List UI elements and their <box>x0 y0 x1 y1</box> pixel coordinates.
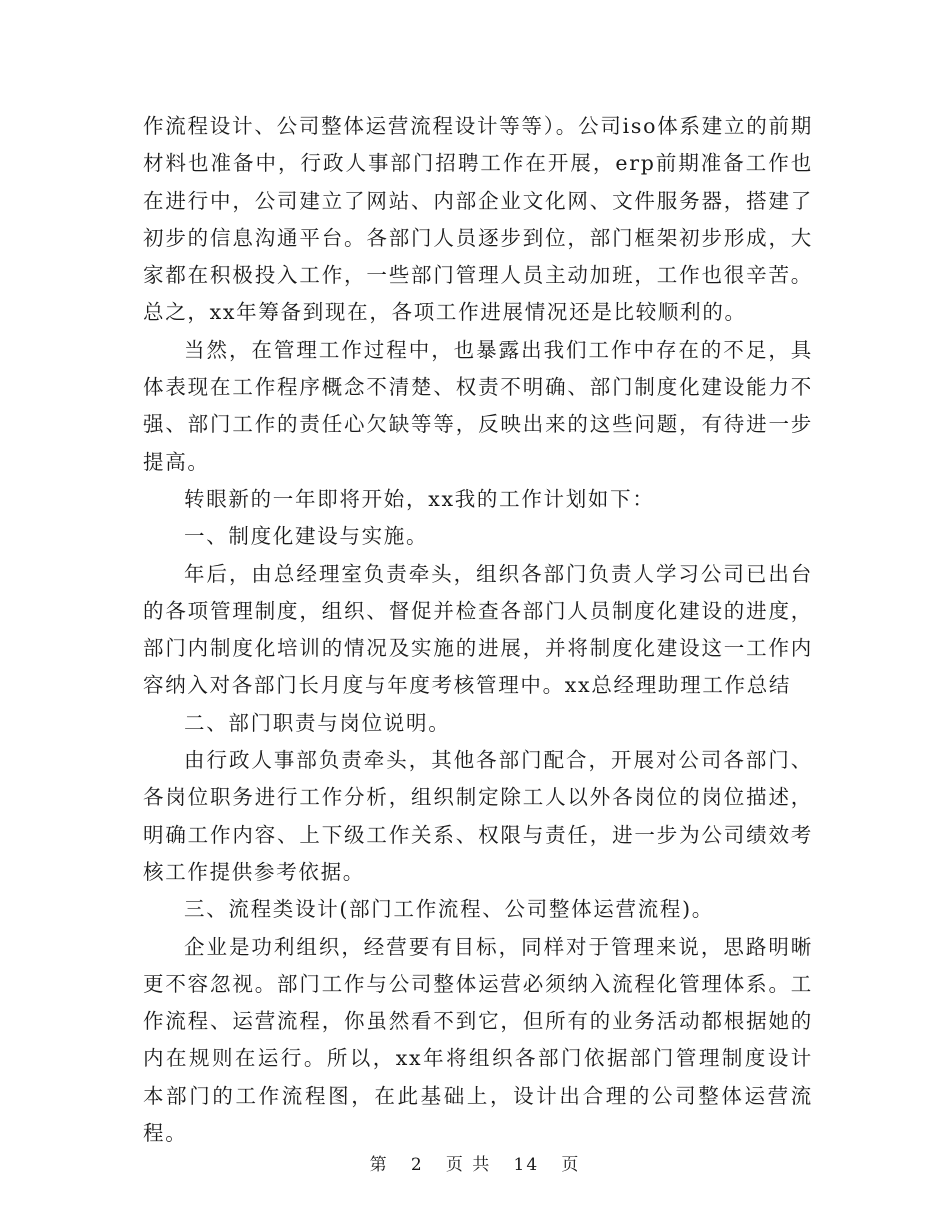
footer-page-number: 2 <box>410 1155 424 1175</box>
footer-suffix: 页 <box>561 1155 581 1175</box>
footer-middle: 页 共 <box>445 1155 492 1175</box>
heading-section-3: 三、流程类设计(部门工作流程、公司整体运营流程)。 <box>184 897 714 922</box>
paragraph-section-1: 年后，由总经理室负责牵头，组织各部门负责人学习公司已出台的各项管理制度，组织、督促并检查各部门人员制度化建设的进度，部门内制度化培训的情况及实施的进展，并将制度化建设这一工作内容纳入对各部门长月度与年度考核管理中。xx总经理助理工作总结 <box>143 561 813 698</box>
document-body <box>143 108 813 1152</box>
footer-prefix: 第 <box>369 1155 389 1175</box>
paragraph-section-3: 企业是功利组织，经营要有目标，同样对于管理来说，思路明晰更不容忽视。部门工作与公司整体运营必须纳入流程化管理体系。工作流程、运营流程，你虽然看不到它，但所有的业务活动都根据她的内在规则在运行。所以，xx年将组织各部门依据部门管理制度设计本部门的工作流程图，在此基础上，设计出合理的公司整体运营流程。 <box>143 934 813 1146</box>
heading-section-2: 二、部门职责与岗位说明。 <box>184 710 451 735</box>
page-footer <box>0 1150 950 1175</box>
heading-section-1: 一、制度化建设与实施。 <box>184 524 429 549</box>
paragraph-plan-intro: 转眼新的一年即将开始，xx我的工作计划如下： <box>184 486 655 511</box>
paragraph-shortcomings: 当然，在管理工作过程中，也暴露出我们工作中存在的不足，具体表现在工作程序概念不清楚、权责不明确、部门制度化建设能力不强、部门工作的责任心欠缺等等，反映出来的这些问题，有待进一步提高。 <box>143 337 813 474</box>
paragraph-continuation: 作流程设计、公司整体运营流程设计等等）。公司iso体系建立的前期材料也准备中，行政人事部门招聘工作在开展，erp前期准备工作也在进行中，公司建立了网站、内部企业文化网、文件服务器，搭建了初步的信息沟通平台。各部门人员逐步到位，部门框架初步形成，大家都在积极投入工作，一些部门管理人员主动加班，工作也很辛苦。总之，xx年筹备到现在，各项工作进展情况还是比较顺利的。 <box>143 114 813 325</box>
footer-total-pages: 14 <box>513 1155 540 1175</box>
paragraph-section-2: 由行政人事部负责牵头，其他各部门配合，开展对公司各部门、各岗位职务进行工作分析，组织制定除工人以外各岗位的岗位描述，明确工作内容、上下级工作关系、权限与责任，进一步为公司绩效考核工作提供参考依据。 <box>143 748 813 884</box>
